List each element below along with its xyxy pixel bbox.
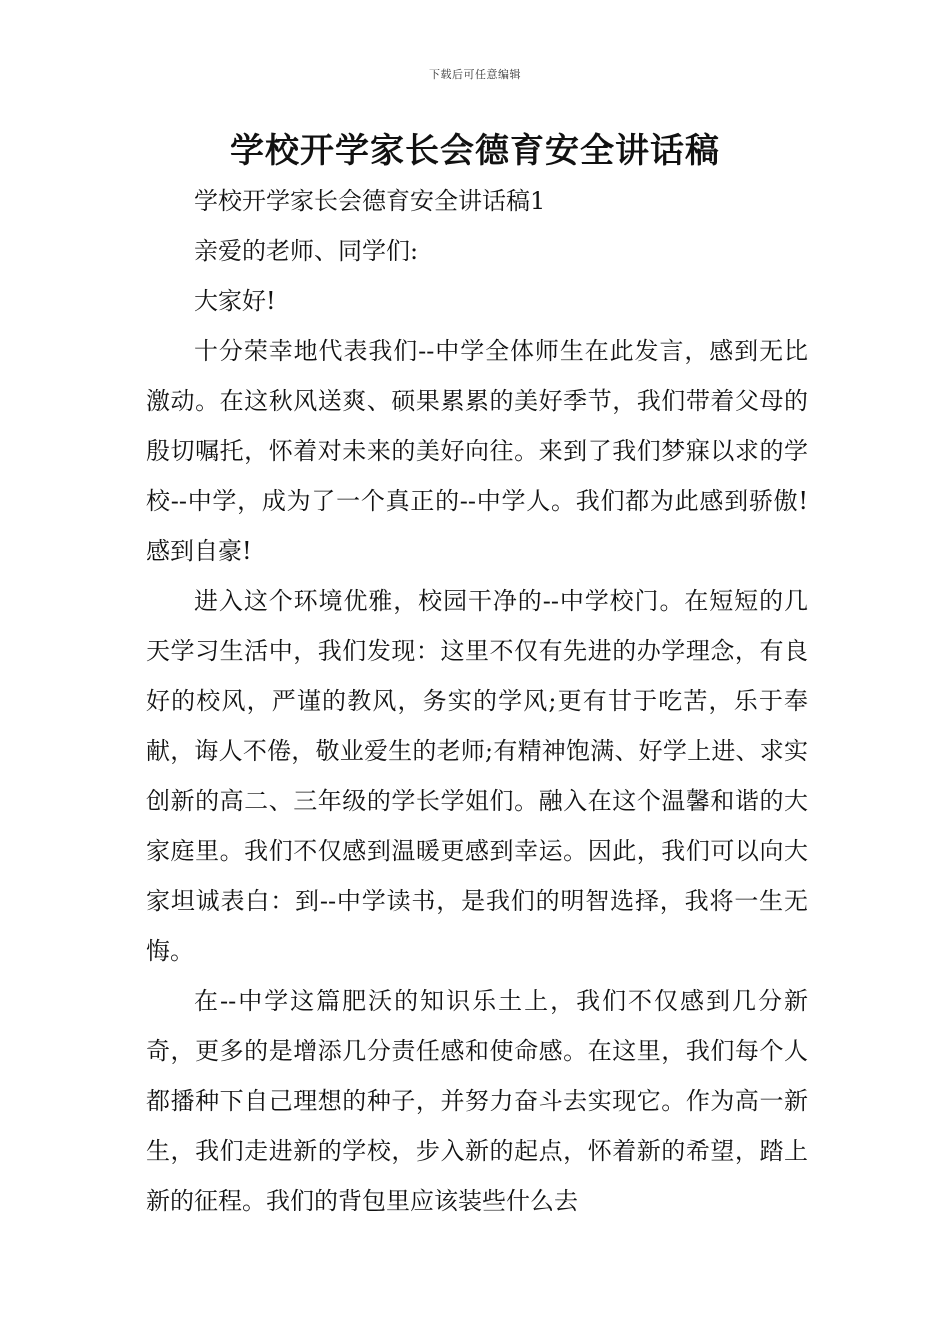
document-body bbox=[146, 176, 808, 1226]
body-paragraph: 进入这个环境优雅，校园干净的--中学校门。在短短的几天学习生活中，我们发现：这里不仅有先进的办学理念，有良好的校风，严谨的教风，务实的学风;更有甘于吃苦，乐于奉献，诲人不倦，敬业爱生的老师;有精神饱满、好学上进、求实创新的高二、三年级的学长学姐们。融入在这个温馨和谐的大家庭里。我们不仅感到温暖更感到幸运。因此，我们可以向大家坦诚表白：到--中学读书，是我们的明智选择，我将一生无悔。 bbox=[146, 587, 808, 965]
body-paragraph: 十分荣幸地代表我们--中学全体师生在此发言，感到无比激动。在这秋风送爽、硕果累累的美好季节，我们带着父母的殷切嘱托，怀着对未来的美好向往。来到了我们梦寐以求的学校--中学，成为了一个真正的--中学人。我们都为此感到骄傲!感到自豪! bbox=[146, 337, 808, 565]
document-subtitle: 学校开学家长会德育安全讲话稿1 bbox=[194, 187, 546, 215]
header-note: 下载后可任意编辑 bbox=[429, 68, 521, 81]
document-title: 学校开学家长会德育安全讲话稿 bbox=[230, 131, 720, 171]
greeting: 大家好! bbox=[194, 287, 276, 315]
body-paragraph: 在--中学这篇肥沃的知识乐土上，我们不仅感到几分新奇，更多的是增添几分责任感和使命感。在这里，我们每个人都播种下自己理想的种子，并努力奋斗去实现它。作为高一新生，我们走进新的学校，步入新的起点，怀着新的希望，踏上新的征程。我们的背包里应该装些什么去 bbox=[146, 987, 808, 1215]
salutation: 亲爱的老师、同学们: bbox=[194, 237, 419, 265]
